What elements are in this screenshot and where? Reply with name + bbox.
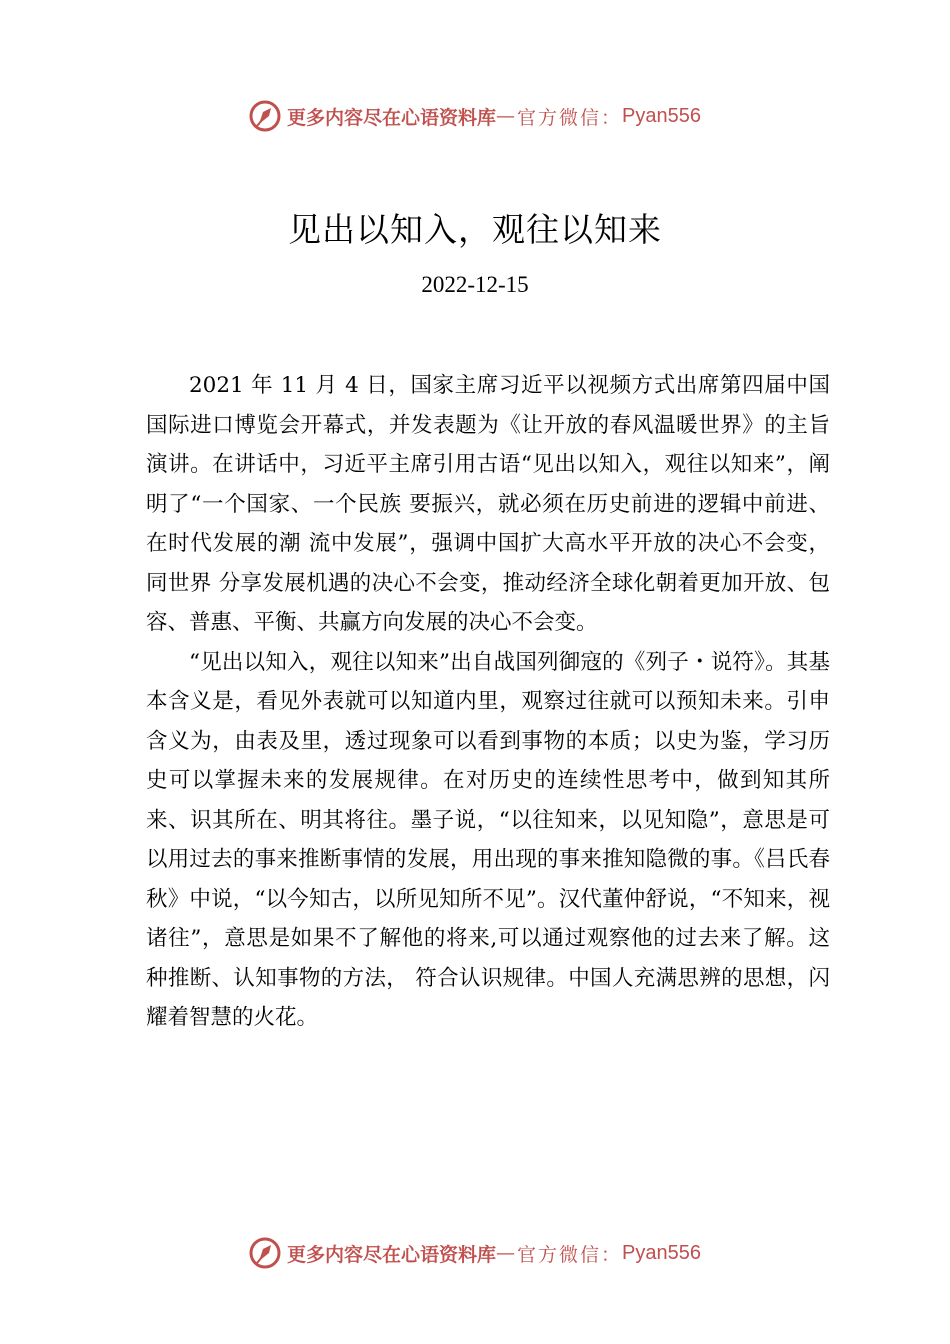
header-banner [0,96,950,136]
header-banner-wechat-id: Pyan556 [622,104,701,127]
page-title: 见出以知入，观往以知来 [288,210,662,249]
pen-nib-circle-logo-icon [249,1237,281,1269]
footer-banner-wechat-id: Pyan556 [622,1241,701,1264]
header-banner-dash: — [496,105,518,127]
footer-banner-text: 更多内容尽在心语资料库 [287,1243,497,1266]
footer-banner-dash: — [496,1242,518,1264]
footer-banner-wechat-label: 官方微信： [517,1243,623,1266]
article-body [146,366,830,1038]
header-banner-text: 更多内容尽在心语资料库 [287,106,497,129]
publish-date: 2022-12-15 [421,272,529,297]
paragraph: 2021 年 11 月 4 日，国家主席习近平以视频方式出席第四届中国国际进口博览会开幕式，并发表题为《让开放的春风温暖世界》的主旨演讲。在讲话中，习近平主席引用古语“见出以知入，观往以知来”，阐明了“一个国家、一个民族 要振兴，就必须在历史前进的逻辑中前进、在时代发展的潮 流中发展”，强调中国扩大高水平开放的决心不会变，同世界 分享发展机遇的决心不会变，推动经济全球化朝着更加开放、包容、普惠、平衡、共赢方向发展的决心不会变。 [146,373,830,635]
paragraph: “见出以知入，观往以知来”出自战国列御寇的《列子・说符》。其基本含义是，看见外表就可以知道内里，观察过往就可以预知未来。引申含义为，由表及里，透过现象可以看到事物的本质；以史为鉴，学习历史可以掌握未来的发展规律。在对历史的连续性思考中，做到知其所来、识其所在、明其将往。墨子说，“以往知来，以见知隐”，意思是可以用过去的事来推断事情的发展，用出现的事来推知隐微的事。《吕氏春秋》中说，“以今知古，以所见知所不见”。汉代董仲舒说，“不知来，视诸往”，意思是如果不了解他的将来,可以通过观察他的过去来了解。这种推断、认知事物的方法， 符合认识规律。中国人充满思辨的思想，闪耀着智慧的火花。 [146,649,830,1030]
footer-banner [0,1233,950,1273]
header-banner-wechat-label: 官方微信： [517,106,623,129]
pen-nib-circle-logo-icon [249,100,281,132]
